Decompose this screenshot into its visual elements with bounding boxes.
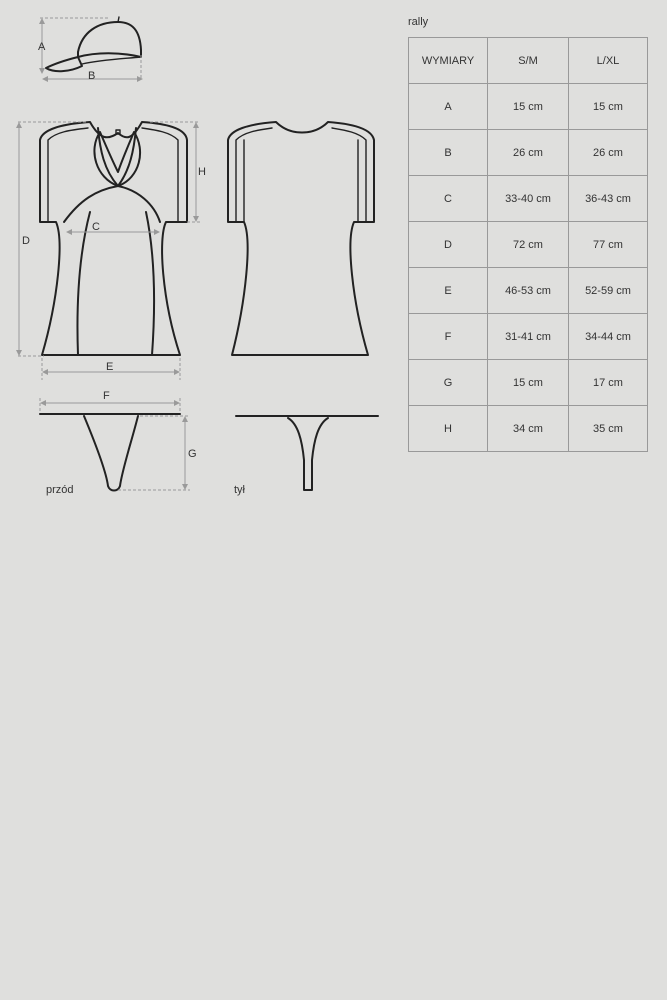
panty-front [40, 414, 180, 496]
table-cell: 36-43 cm [569, 176, 648, 222]
table-cell: 26 cm [488, 130, 569, 176]
table-cell: 33-40 cm [488, 176, 569, 222]
table-row [409, 176, 648, 222]
panty-back [234, 416, 378, 496]
table-row [409, 222, 648, 268]
table-cell: 15 cm [569, 84, 648, 130]
header-size-lxl: L/XL [569, 38, 648, 84]
table-row [409, 360, 648, 406]
table-header-row [409, 38, 648, 84]
dimension-g [118, 416, 197, 490]
table-cell: B [409, 130, 488, 176]
garment-diagram [0, 0, 400, 520]
dress-back [228, 122, 374, 355]
label-e: E [106, 361, 114, 373]
label-a: A [38, 41, 46, 53]
label-g: G [188, 448, 197, 460]
table-cell: A [409, 84, 488, 130]
table-cell: F [409, 314, 488, 360]
table-row [409, 314, 648, 360]
table-cell: 15 cm [488, 84, 569, 130]
table-cell: G [409, 360, 488, 406]
table-cell: 46-53 cm [488, 268, 569, 314]
header-dimensions: WYMIARY [409, 38, 488, 84]
table-cell: 35 cm [569, 406, 648, 452]
table-row [409, 84, 648, 130]
table-cell: 72 cm [488, 222, 569, 268]
table-cell: 34 cm [488, 406, 569, 452]
label-h: H [198, 166, 206, 178]
label-back: tył [234, 484, 245, 496]
dimension-f [40, 390, 180, 412]
table-cell: D [409, 222, 488, 268]
label-c: C [92, 221, 100, 233]
table-row [409, 406, 648, 452]
table-cell: 34-44 cm [569, 314, 648, 360]
dimension-e [42, 358, 180, 380]
table-row [409, 130, 648, 176]
table-cell: 77 cm [569, 222, 648, 268]
table-cell: 17 cm [569, 360, 648, 406]
label-front: przód [46, 484, 74, 496]
label-d: D [22, 235, 30, 247]
table-cell: C [409, 176, 488, 222]
table-cell: 26 cm [569, 130, 648, 176]
cap-illustration [46, 17, 141, 71]
table-cell: H [409, 406, 488, 452]
table-cell: E [409, 268, 488, 314]
product-title: rally [408, 16, 429, 28]
header-size-sm: S/M [488, 38, 569, 84]
table-cell: 52-59 cm [569, 268, 648, 314]
dimension-c [66, 221, 160, 235]
dimension-b [42, 55, 143, 82]
table-row [409, 268, 648, 314]
label-f: F [103, 390, 110, 402]
table-cell: 31-41 cm [488, 314, 569, 360]
dress-front [40, 122, 187, 355]
size-table [408, 37, 648, 452]
label-b: B [88, 70, 96, 82]
table-cell: 15 cm [488, 360, 569, 406]
